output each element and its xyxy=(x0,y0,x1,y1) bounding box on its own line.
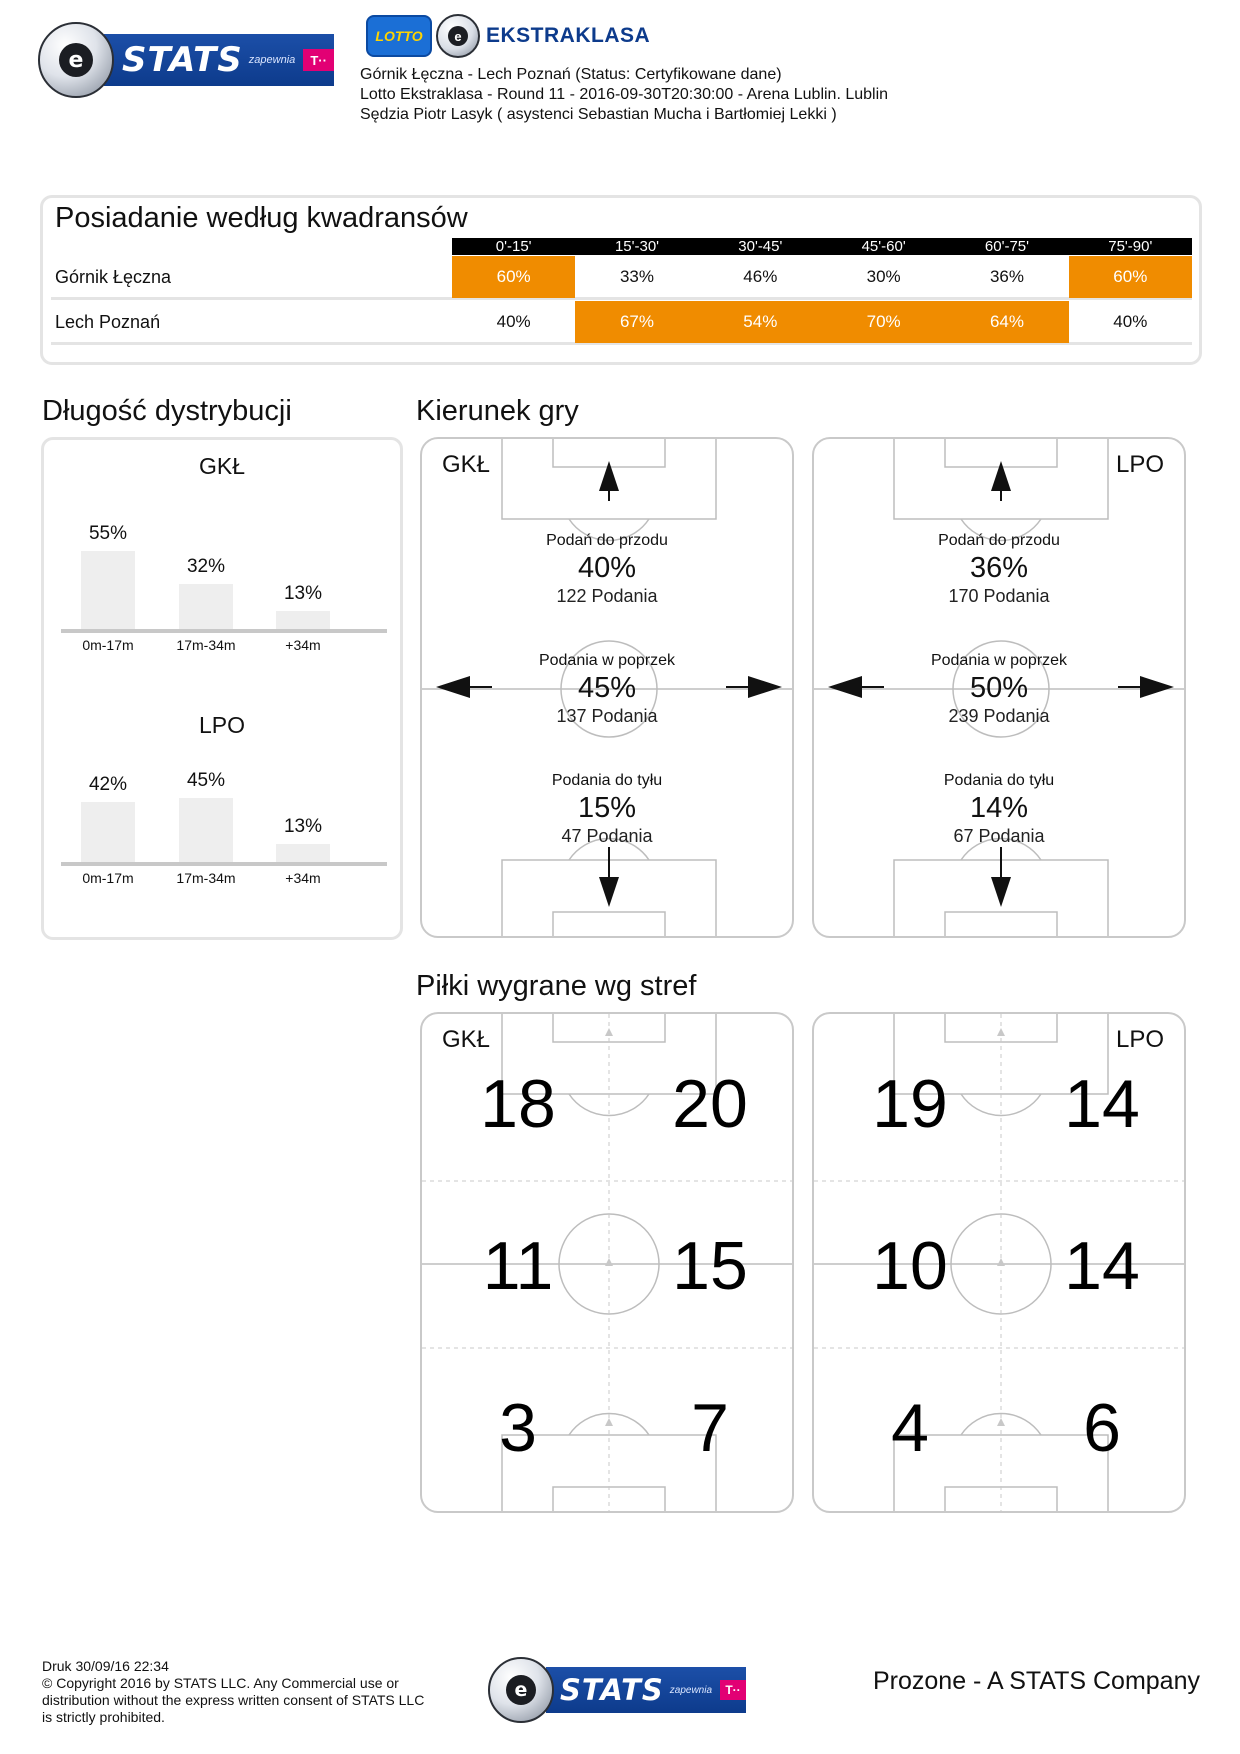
distribution-category: 17m-34m xyxy=(176,637,236,653)
referee-line: Sędzia Piotr Lasyk ( asystenci Sebastian Mucha i Bartłomiej Lekki ) xyxy=(360,106,837,123)
telekom-logo-icon: T·· xyxy=(720,1680,746,1700)
quarter-label: 45'-60' xyxy=(861,238,906,255)
zone-value: 18 xyxy=(480,1066,556,1142)
distribution-bar-label: 42% xyxy=(88,774,128,796)
distribution-bar xyxy=(276,844,330,862)
possession-cell: 54% xyxy=(699,301,822,343)
possession-cell: 33% xyxy=(619,267,654,286)
back-arrow-icon xyxy=(599,877,619,907)
forward-arrow-icon xyxy=(991,461,1011,491)
forward-pct: 40% xyxy=(577,552,637,584)
stats-logo-word: STATS xyxy=(122,40,243,80)
ekstraklasa-e-icon: e xyxy=(448,26,468,46)
ekstraklasa-ball-icon xyxy=(38,22,114,98)
possession-cell: 36% xyxy=(989,267,1024,286)
direction-team-lpo: LPO xyxy=(1115,451,1164,478)
back-arrow-icon xyxy=(991,877,1011,907)
back-pct: 15% xyxy=(577,792,637,824)
zones-panel-lpo xyxy=(812,1012,1186,1513)
distribution-category: 0m-17m xyxy=(82,637,134,653)
forward-pct: 36% xyxy=(969,552,1029,584)
zone-arrow-icon xyxy=(605,1028,613,1036)
possession-cell: 60% xyxy=(452,256,575,298)
forward-label: Podań do przodu xyxy=(546,532,668,549)
possession-cell: 64% xyxy=(945,301,1068,343)
distribution-team-gkl: GKŁ xyxy=(198,453,246,479)
company-name: Prozone - A STATS Company xyxy=(873,1667,1200,1695)
distribution-baseline xyxy=(61,629,387,633)
distribution-bar-label: 13% xyxy=(283,582,323,604)
back-label: Podania do tyłu xyxy=(551,772,663,789)
forward-label: Podań do przodu xyxy=(938,532,1060,549)
league-name: EKSTRAKLASA xyxy=(486,24,651,47)
possession-row-gornik xyxy=(51,256,1192,300)
back-label: Podania do tyłu xyxy=(943,772,1055,789)
team-name: Górnik Łęczna xyxy=(55,267,172,287)
distribution-category: 0m-17m xyxy=(82,870,134,886)
copyright-line: is strictly prohibited. xyxy=(42,1709,165,1725)
possession-cell: 46% xyxy=(743,267,778,286)
quarter-label: 75'-90' xyxy=(1108,238,1153,255)
zone-value: 6 xyxy=(1083,1390,1121,1466)
back-passes xyxy=(814,771,1184,847)
zone-arrow-icon xyxy=(605,1258,613,1266)
distribution-category: +34m xyxy=(285,637,321,653)
zones-title: Piłki wygrane wg stref xyxy=(416,970,697,1002)
team-name: Lech Poznań xyxy=(55,312,161,332)
stats-logo-word: STATS xyxy=(560,1673,664,1707)
print-date: Druk 30/09/16 22:34 xyxy=(42,1658,169,1674)
zone-value: 10 xyxy=(872,1228,948,1304)
zone-arrow-icon xyxy=(605,1418,613,1426)
goal-box-bottom xyxy=(945,1487,1057,1513)
back-count: 47 Podania xyxy=(561,826,653,846)
direction-title: Kierunek gry xyxy=(416,395,579,427)
zones-team-lpo: LPO xyxy=(1115,1026,1164,1053)
ekstraklasa-ball-icon xyxy=(488,1657,554,1723)
across-pct: 50% xyxy=(969,672,1029,704)
stats-logo xyxy=(38,22,334,98)
quarter-label: 0'-15' xyxy=(495,238,532,255)
zone-value: 4 xyxy=(891,1390,929,1466)
possession-cell: 60% xyxy=(1069,256,1192,298)
across-passes xyxy=(422,651,792,727)
quarter-label: 30'-45' xyxy=(738,238,783,255)
forward-count: 170 Podania xyxy=(948,586,1050,606)
match-line: Górnik Łęczna - Lech Poznań (Status: Certyfikowane dane) xyxy=(360,66,782,83)
quarter-label: 60'-75' xyxy=(984,238,1030,255)
across-label: Podania w poprzek xyxy=(930,652,1068,669)
footer-legal xyxy=(42,1658,462,1726)
distribution-bar xyxy=(81,802,135,862)
possession-cell: 40% xyxy=(496,312,531,331)
possession-cell: 67% xyxy=(575,301,698,343)
direction-team-gkl: GKŁ xyxy=(442,451,491,478)
across-passes xyxy=(814,651,1184,727)
distribution-bar xyxy=(276,611,330,629)
telekom-logo-icon: T·· xyxy=(303,49,334,71)
zone-arrow-icon xyxy=(997,1028,1005,1036)
zone-value: 11 xyxy=(482,1228,554,1304)
ekstraklasa-e-icon: e xyxy=(59,43,93,77)
goal-box-bottom xyxy=(553,912,665,938)
forward-count: 122 Podania xyxy=(556,586,658,606)
possession-cell: 40% xyxy=(1113,312,1148,331)
direction-panel-lpo xyxy=(812,437,1186,938)
stats-logo-sub: zapewnia xyxy=(248,54,296,66)
ekstraklasa-e-icon: e xyxy=(506,1675,536,1705)
distribution-bar-label: 32% xyxy=(186,555,226,577)
goal-box-bottom xyxy=(553,1487,665,1513)
zone-value: 14 xyxy=(1064,1066,1140,1142)
match-info xyxy=(360,65,888,125)
zones-panel-gkl xyxy=(420,1012,794,1513)
back-pct: 14% xyxy=(969,792,1029,824)
distribution-bar xyxy=(179,584,233,629)
zone-arrow-icon xyxy=(997,1258,1005,1266)
zone-value: 7 xyxy=(691,1390,729,1466)
distribution-team-lpo: LPO xyxy=(198,712,246,738)
across-pct: 45% xyxy=(577,672,637,704)
quarter-label: 15'-30' xyxy=(614,238,660,255)
distribution-title: Długość dystrybucji xyxy=(42,395,292,427)
zone-value: 14 xyxy=(1064,1228,1140,1304)
zone-value: 3 xyxy=(499,1390,537,1466)
zones-team-gkl: GKŁ xyxy=(442,1026,491,1053)
match-details: Lotto Ekstraklasa - Round 11 - 2016-09-30T20:30:00 - Arena Lublin. Lublin xyxy=(360,86,889,103)
distribution-bar xyxy=(81,551,135,629)
distribution-bar-label: 55% xyxy=(88,522,128,544)
across-count: 137 Podania xyxy=(556,706,658,726)
zone-value: 19 xyxy=(872,1066,948,1142)
direction-panel-gkl xyxy=(420,437,794,938)
stats-logo xyxy=(488,1657,746,1723)
possession-cell: 70% xyxy=(822,301,945,343)
distribution-bar-label: 45% xyxy=(186,770,226,792)
forward-arrow-icon xyxy=(599,461,619,491)
stats-banner xyxy=(546,1667,746,1713)
possession-row-lech xyxy=(51,301,1192,345)
copyright-line: distribution without the express written consent of STATS LLC xyxy=(42,1692,425,1708)
across-count: 239 Podania xyxy=(948,706,1050,726)
distribution-panel xyxy=(41,437,403,940)
forward-passes xyxy=(814,531,1184,607)
copyright-line: © Copyright 2016 by STATS LLC. Any Commercial use or xyxy=(42,1675,399,1691)
distribution-bar-label: 13% xyxy=(283,815,323,837)
quarter-header xyxy=(452,238,1192,255)
distribution-category: 17m-34m xyxy=(176,870,236,886)
possession-panel xyxy=(40,195,1202,365)
possession-title: Posiadanie według kwadransów xyxy=(55,202,468,234)
zone-arrow-icon xyxy=(997,1418,1005,1426)
possession-cell: 30% xyxy=(866,267,901,286)
stats-logo-sub: zapewnia xyxy=(669,1684,713,1696)
back-passes xyxy=(422,771,792,847)
stats-banner xyxy=(104,34,334,86)
lotto-logo-icon: LOTTO xyxy=(366,15,432,57)
league-logo xyxy=(366,14,650,58)
zone-value: 20 xyxy=(672,1066,748,1142)
across-label: Podania w poprzek xyxy=(538,652,676,669)
ekstraklasa-ball-icon xyxy=(436,14,480,58)
back-count: 67 Podania xyxy=(953,826,1045,846)
distribution-bar xyxy=(179,798,233,862)
goal-box-bottom xyxy=(945,912,1057,938)
zone-value: 15 xyxy=(672,1228,748,1304)
distribution-category: +34m xyxy=(285,870,321,886)
distribution-baseline xyxy=(61,862,387,866)
forward-passes xyxy=(422,531,792,607)
